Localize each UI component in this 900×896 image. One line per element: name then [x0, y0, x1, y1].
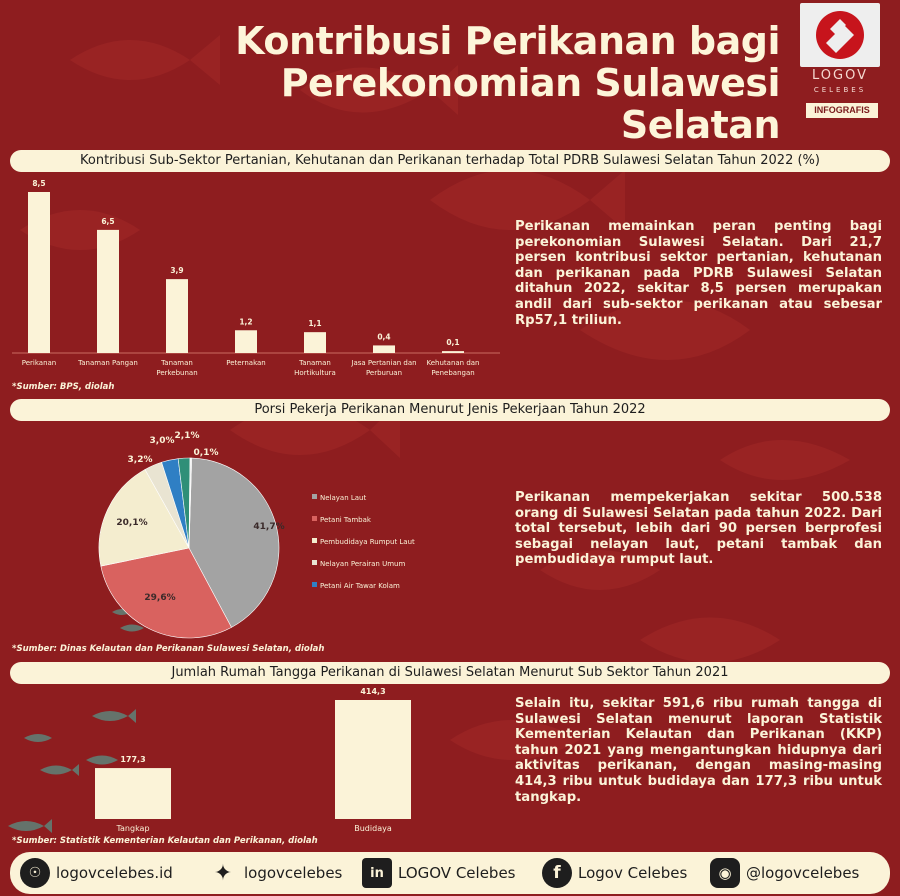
social-twitter-label: logovcelebes	[244, 864, 343, 882]
households-category-label: Tangkap	[116, 824, 150, 833]
instagram-icon: ◉	[710, 858, 740, 888]
social-facebook-label: Logov Celebes	[578, 864, 688, 882]
pdrb-category-label: Peternakan	[226, 359, 266, 367]
page-title	[200, 20, 780, 146]
pdrb-value-label: 6,5	[101, 216, 115, 226]
pdrb-value-label: 0,4	[377, 332, 391, 342]
social-linkedin-label: LOGOV Celebes	[398, 864, 516, 882]
pie-legend-swatch	[312, 494, 317, 499]
social-website-label: logovcelebes.id	[56, 864, 173, 882]
pie-value-label: 2,1%	[174, 431, 200, 441]
footer-social-bar	[10, 852, 890, 894]
workers-pie-chart	[0, 425, 500, 645]
pie-legend-swatch	[312, 582, 317, 587]
pie-legend-label: Pembudidaya Rumput Laut	[320, 538, 415, 546]
pie-legend-swatch	[312, 538, 317, 543]
section3-paragraph: Selain itu, sekitar 591,6 ribu rumah tangga di Sulawesi Selatan menurut laporan Statistik Kementerian Kelautan dan Perikanan (KKP) tahun 2021 yang mengantungkan hidupnya dari aktivitas perikanan, dengan masing-masing 414,3 ribu untuk budidaya dan 177,3 ribu untuk tangkap.	[515, 696, 882, 805]
pie-legend-label: Petani Tambak	[320, 516, 371, 524]
facebook-icon: f	[542, 858, 572, 888]
twitter-icon: ✦	[213, 860, 233, 886]
pdrb-category-label: Tanaman	[161, 359, 193, 367]
pdrb-category-label: Perikanan	[21, 359, 57, 367]
pie-value-label: 29,6%	[144, 593, 176, 603]
pie-legend-label: Nelayan Perairan Umum	[320, 560, 406, 568]
households-bar	[95, 768, 171, 819]
pdrb-bar	[442, 351, 464, 353]
social-instagram[interactable]	[710, 858, 859, 888]
pie-value-label: 20,1%	[116, 518, 148, 528]
pdrb-value-label: 1,2	[239, 317, 253, 327]
pdrb-category-label: Hortikultura	[294, 369, 336, 377]
pdrb-bar	[28, 192, 50, 353]
pdrb-category-label: Perkebunan	[156, 369, 198, 377]
pdrb-category-label: Kehutanan dan	[426, 359, 480, 367]
pie-value-label: 3,2%	[127, 455, 153, 465]
pdrb-category-label: Penebangan	[431, 369, 475, 377]
pie-legend-label: Petani Air Tawar Kolam	[320, 582, 400, 590]
pdrb-value-label: 8,5	[32, 179, 46, 188]
infografis-badge: INFOGRAFIS	[806, 103, 878, 118]
pie-value-label: 0,1%	[193, 448, 219, 458]
section1-heading: Kontribusi Sub-Sektor Pertanian, Kehutanan dan Perikanan terhadap Total PDRB Sulawesi Selatan Tahun 2022 (%)	[10, 150, 890, 172]
logo-subtext: CELEBES	[813, 86, 867, 94]
globe-icon: ☉	[20, 858, 50, 888]
section1-source: *Sumber: BPS, diolah	[12, 382, 115, 392]
pdrb-bar	[97, 230, 119, 353]
pie-legend-label: Nelayan Laut	[320, 494, 367, 502]
logo-icon	[800, 3, 880, 67]
pie-value-label: 41,7%	[253, 522, 285, 532]
social-facebook[interactable]	[542, 858, 687, 888]
pie-legend-swatch	[312, 516, 317, 521]
page-title-line2: Perekonomian Sulawesi Selatan	[280, 61, 780, 147]
section2-source: *Sumber: Dinas Kelautan dan Perikanan Sulawesi Selatan, diolah	[12, 644, 325, 654]
pdrb-bar	[304, 332, 326, 353]
households-category-label: Budidaya	[354, 824, 392, 833]
pdrb-bar	[373, 345, 395, 353]
logo-text: LOGOV	[812, 68, 868, 83]
pdrb-category-label: Perburuan	[365, 369, 403, 377]
logo-mark	[800, 3, 880, 67]
pdrb-category-label: Tanaman	[299, 359, 331, 367]
pdrb-bar-chart	[0, 172, 500, 402]
pie-value-label: 3,0%	[149, 436, 175, 446]
pdrb-category-label: Jasa Pertanian dan	[351, 359, 417, 367]
pdrb-category-label: Tanaman Pangan	[78, 359, 138, 367]
social-website[interactable]	[20, 858, 173, 888]
social-linkedin[interactable]	[362, 858, 516, 888]
section2-paragraph: Perikanan mempekerjakan sekitar 500.538 orang di Sulawesi Selatan pada tahun 2022. Dari total tersebut, lebih dari 90 persen berprofesi sebagai nelayan laut, petani tambak dan pembudidaya rumput laut.	[515, 490, 882, 568]
linkedin-icon: in	[362, 858, 392, 888]
pdrb-value-label: 1,1	[308, 319, 322, 329]
pdrb-value-label: 3,9	[170, 266, 184, 276]
pie-legend-swatch	[312, 560, 317, 565]
section1-paragraph: Perikanan memainkan peran penting bagi perekonomian Sulawesi Selatan. Dari 21,7 persen kontribusi sektor pertanian, kehutanan dan perikanan pada PDRB Sulawesi Selatan ditahun 2022, sekitar 8,5 persen merupakan andil dari sub-sektor perikanan atau sebesar Rp57,1 triliun.	[515, 219, 882, 328]
social-twitter[interactable]	[208, 858, 342, 888]
page-title-line1: Kontribusi Perikanan bagi	[235, 19, 780, 63]
social-instagram-label: @logovcelebes	[746, 864, 860, 882]
pdrb-bar	[235, 330, 257, 353]
pdrb-bar	[166, 279, 188, 353]
households-value-label: 414,3	[360, 687, 386, 696]
section3-source: *Sumber: Statistik Kementerian Kelautan dan Perikanan, diolah	[12, 836, 318, 846]
pdrb-value-label: 0,1	[446, 338, 460, 348]
households-value-label: 177,3	[120, 755, 146, 765]
households-bar-chart	[0, 680, 500, 840]
households-bar	[335, 700, 411, 819]
section2-heading: Porsi Pekerja Perikanan Menurut Jenis Pekerjaan Tahun 2022	[10, 399, 890, 421]
section3-heading: Jumlah Rumah Tangga Perikanan di Sulawesi Selatan Menurut Sub Sektor Tahun 2021	[10, 662, 890, 684]
